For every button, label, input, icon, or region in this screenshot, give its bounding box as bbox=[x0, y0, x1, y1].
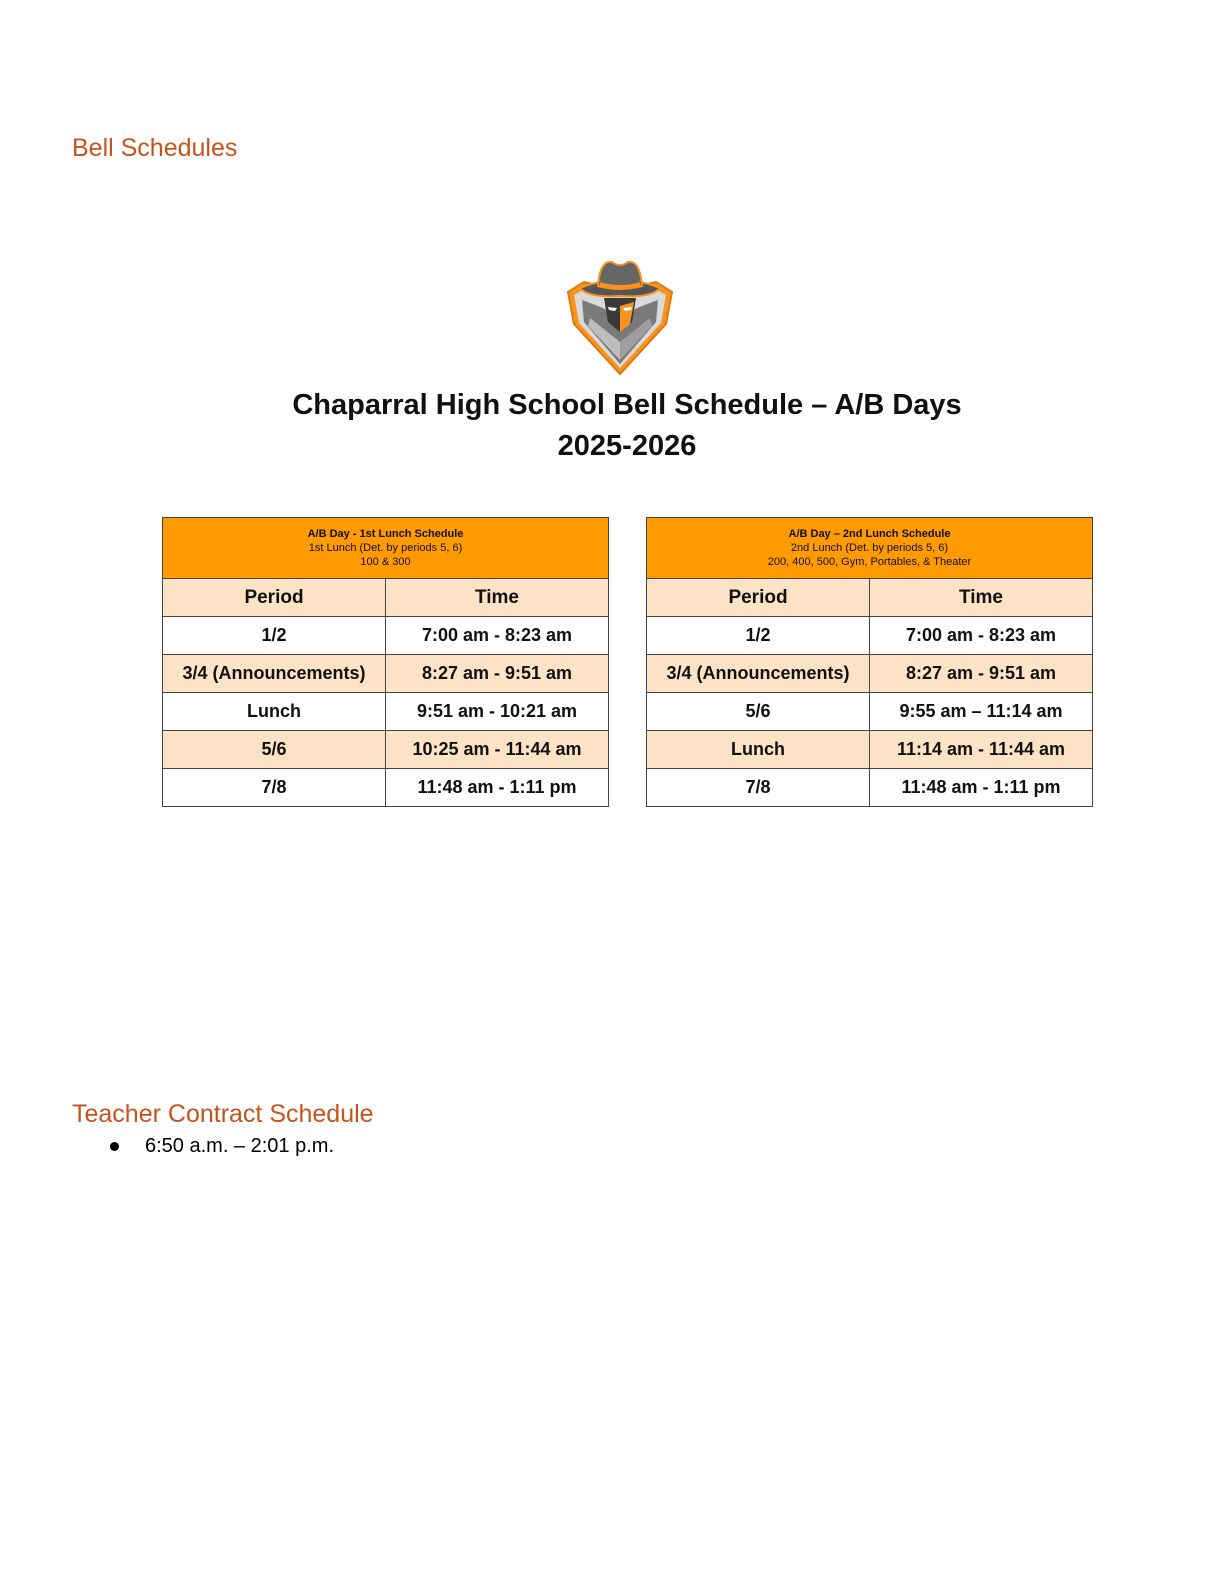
period-cell: 3/4 (Announcements) bbox=[163, 655, 386, 693]
period-cell: 7/8 bbox=[163, 769, 386, 807]
list-item bbox=[106, 1134, 334, 1158]
table-row bbox=[647, 693, 1093, 731]
column-header-time: Time bbox=[870, 579, 1093, 617]
table-row bbox=[163, 617, 609, 655]
bullet-icon bbox=[110, 1142, 119, 1151]
table-header-subtitle: 2nd Lunch (Det. by periods 5, 6) bbox=[790, 542, 949, 554]
bell-schedules-heading: Bell Schedules bbox=[72, 134, 238, 162]
time-cell: 11:14 am - 11:44 am bbox=[870, 731, 1093, 769]
column-header-time: Time bbox=[386, 579, 609, 617]
table-row bbox=[647, 655, 1093, 693]
schedule-title: Chaparral High School Bell Schedule – A/B Days bbox=[292, 389, 962, 421]
first-lunch-schedule-table bbox=[162, 517, 609, 807]
table-row bbox=[647, 769, 1093, 807]
contract-hours-list bbox=[106, 1134, 334, 1158]
period-cell: Lunch bbox=[647, 731, 870, 769]
table-row bbox=[647, 617, 1093, 655]
teacher-contract-heading: Teacher Contract Schedule bbox=[72, 1100, 374, 1128]
table-header bbox=[647, 518, 1093, 579]
table-row bbox=[163, 655, 609, 693]
second-lunch-schedule-table bbox=[646, 517, 1093, 807]
time-cell: 10:25 am - 11:44 am bbox=[386, 731, 609, 769]
time-cell: 8:27 am - 9:51 am bbox=[386, 655, 609, 693]
column-header-period: Period bbox=[163, 579, 386, 617]
period-cell: 5/6 bbox=[163, 731, 386, 769]
column-header-period: Period bbox=[647, 579, 870, 617]
period-cell: 1/2 bbox=[647, 617, 870, 655]
table-row bbox=[163, 731, 609, 769]
time-cell: 7:00 am - 8:23 am bbox=[386, 617, 609, 655]
time-cell: 11:48 am - 1:11 pm bbox=[870, 769, 1093, 807]
table-header-buildings: 100 & 300 bbox=[360, 556, 411, 568]
table-header-title: A/B Day – 2nd Lunch Schedule bbox=[788, 528, 951, 540]
time-cell: 7:00 am - 8:23 am bbox=[870, 617, 1093, 655]
schedule-year: 2025-2026 bbox=[557, 430, 697, 462]
period-cell: Lunch bbox=[163, 693, 386, 731]
time-cell: 8:27 am - 9:51 am bbox=[870, 655, 1093, 693]
table-header-title: A/B Day - 1st Lunch Schedule bbox=[307, 528, 464, 540]
period-cell: 3/4 (Announcements) bbox=[647, 655, 870, 693]
table-row bbox=[163, 769, 609, 807]
period-cell: 7/8 bbox=[647, 769, 870, 807]
contract-hours-text: 6:50 a.m. – 2:01 p.m. bbox=[145, 1134, 334, 1157]
table-header bbox=[163, 518, 609, 579]
table-header-subtitle: 1st Lunch (Det. by periods 5, 6) bbox=[308, 542, 463, 554]
cowboy-bandit-mascot-icon bbox=[560, 252, 680, 378]
time-cell: 9:55 am – 11:14 am bbox=[870, 693, 1093, 731]
period-cell: 5/6 bbox=[647, 693, 870, 731]
table-row bbox=[647, 731, 1093, 769]
period-cell: 1/2 bbox=[163, 617, 386, 655]
table-header-buildings: 200, 400, 500, Gym, Portables, & Theater bbox=[767, 556, 972, 568]
time-cell: 11:48 am - 1:11 pm bbox=[386, 769, 609, 807]
time-cell: 9:51 am - 10:21 am bbox=[386, 693, 609, 731]
table-row bbox=[163, 693, 609, 731]
